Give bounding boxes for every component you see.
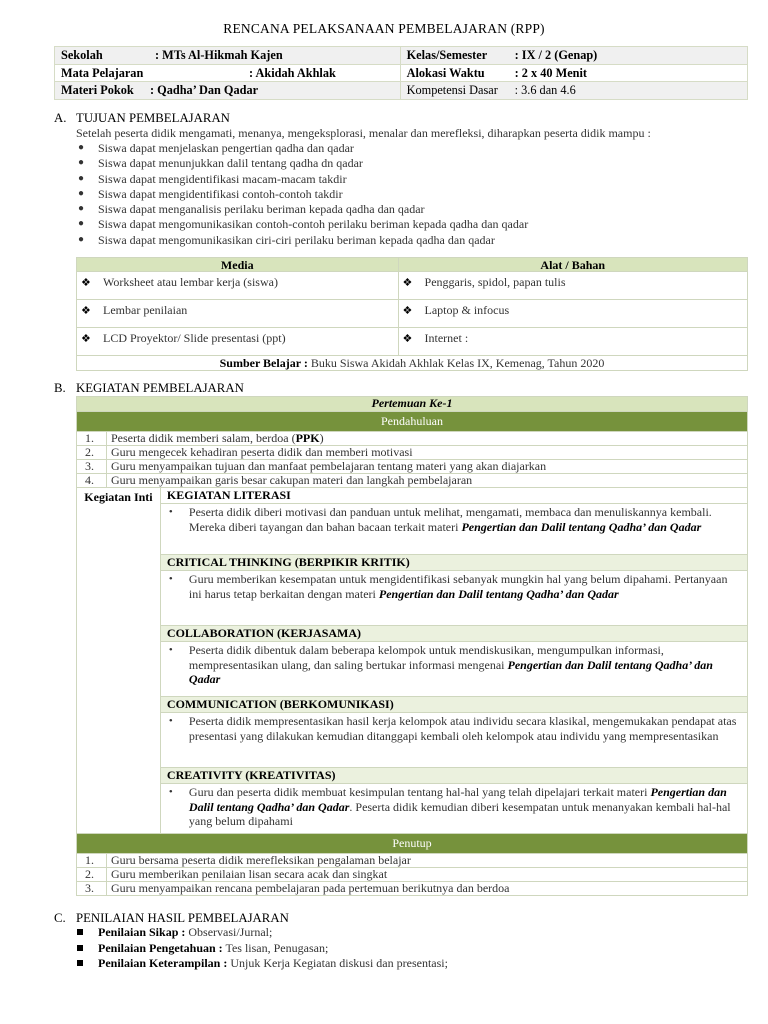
assessment-value: Unjuk Kerja Kegiatan diskusi dan presentasi;	[227, 956, 448, 970]
section-letter: A.	[54, 111, 67, 125]
identity-row	[55, 47, 748, 65]
activity-body	[160, 504, 747, 555]
activity-text-emphasis: Pengertian dan Dalil tentang Qadha’ dan Qadar	[188, 657, 713, 686]
bullet-icon: ●	[78, 233, 85, 245]
media-cell	[77, 328, 399, 356]
square-bullet-icon	[77, 945, 83, 951]
assessment-label: Penilaian Sikap :	[98, 925, 186, 939]
core-activity-row	[77, 488, 748, 504]
media-cell	[77, 300, 399, 328]
diamond-bullet-icon: ❖	[81, 305, 91, 317]
table-row	[77, 272, 748, 300]
activity-text	[167, 572, 741, 601]
topic-label: Materi Pokok	[61, 83, 134, 98]
table-row	[77, 460, 748, 474]
identity-row	[55, 64, 748, 82]
list-item	[76, 925, 448, 941]
activity-text-part: Peserta didik dibentuk dalam beberapa kelompok untuk mendiskusikan, mengumpulkan informasi, mempresentasikan ulang, dan saling bertukar informasi mengenai	[188, 643, 664, 672]
phase-row	[77, 833, 748, 853]
bullet-icon: ●	[78, 218, 85, 230]
diamond-bullet-icon: ❖	[402, 333, 413, 345]
section-title: TUJUAN PEMBELAJARAN	[76, 111, 230, 125]
step-text: Guru bersama peserta didik merefleksikan pengalaman belajar	[106, 853, 747, 867]
identity-table	[54, 46, 748, 100]
list-item	[76, 156, 528, 171]
competency-cell	[400, 82, 747, 100]
table-row	[77, 356, 748, 371]
objective-text: Siswa dapat mengomunikasikan ciri-ciri perilaku beriman kepada qadha dan qadar	[98, 232, 495, 247]
step-text-part: )	[319, 431, 324, 445]
media-text: Worksheet atau lembar kerja (siswa)	[103, 275, 278, 289]
step-number: 3.	[77, 460, 107, 474]
step-text: Guru menyampaikan rencana pembelajaran pada pertemuan berikutnya dan berdoa	[106, 881, 747, 895]
meeting-title: Pertemuan Ke-1	[77, 397, 748, 412]
table-row	[77, 300, 748, 328]
tools-cell	[398, 272, 747, 300]
diamond-bullet-icon: ❖	[402, 305, 413, 317]
bullet-icon: •	[168, 786, 173, 798]
objective-text: Siswa dapat mengidentifikasi macam-macam takdir	[98, 171, 347, 186]
time-label: Alokasi Waktu	[406, 65, 485, 80]
diamond-bullet-icon: ❖	[402, 277, 413, 289]
section-b-heading	[54, 381, 244, 395]
section-letter: C.	[54, 911, 66, 925]
step-text-bold: PPK	[295, 431, 320, 445]
school-label: Sekolah	[61, 48, 103, 63]
step-number: 2.	[77, 446, 107, 460]
objective-text: Siswa dapat mengomunikasikan contoh-contoh perilaku beriman kepada qadha dan qadar	[98, 217, 529, 232]
school-cell	[55, 47, 401, 65]
time-value: : 2 x 40 Menit	[514, 65, 588, 80]
activity-heading: CREATIVITY (KREATIVITAS)	[160, 768, 747, 784]
bullet-icon: ●	[78, 203, 85, 215]
section-title: PENILAIAN HASIL PEMBELAJARAN	[76, 911, 289, 925]
phase-row	[77, 412, 748, 432]
section-c-heading	[54, 911, 289, 925]
bullet-icon: •	[168, 506, 173, 518]
topic-cell	[55, 82, 401, 100]
step-number: 3.	[77, 881, 107, 895]
list-item	[76, 217, 528, 232]
table-header-row	[77, 258, 748, 272]
activity-heading: COMMUNICATION (BERKOMUNIKASI)	[160, 697, 747, 713]
subject-cell	[55, 64, 401, 82]
table-row	[77, 446, 748, 460]
step-text: Guru menyampaikan tujuan dan manfaat pembelajaran tentang materi yang akan diajarkan	[106, 460, 747, 474]
bullet-icon: •	[168, 715, 173, 727]
tools-cell	[398, 328, 747, 356]
core-activity-row	[77, 784, 748, 834]
assessment-label: Penilaian Keterampilan :	[98, 956, 228, 970]
activity-text-emphasis: Pengertian dan Dalil tentang Qadha’ dan Qadar	[378, 586, 619, 601]
core-activity-row	[77, 504, 748, 555]
subject-value: : Akidah Akhlak	[249, 65, 336, 80]
list-item	[76, 141, 528, 156]
bullet-icon: ●	[78, 172, 85, 184]
activity-body	[160, 713, 747, 768]
media-text: LCD Proyektor/ Slide presentasi (ppt)	[103, 331, 286, 345]
assessment-value: Observasi/Jurnal;	[185, 925, 273, 939]
identity-row	[55, 82, 748, 100]
section-title: KEGIATAN PEMBELAJARAN	[76, 381, 244, 395]
bullet-icon: ●	[78, 187, 85, 199]
activity-text: Peserta didik mempresentasikan hasil kerja kelompok atau individu secara klasikal, mengemukakan pendapat atas presentasi yang dilakukan kemudian ditanggapi kembali oleh kelompok atau individu yang mempresentasikan	[188, 714, 737, 743]
tools-text: Penggaris, spidol, papan tulis	[424, 275, 566, 289]
bullet-icon: •	[168, 573, 173, 585]
list-item	[76, 187, 528, 202]
core-activity-row	[77, 768, 748, 784]
step-number: 1.	[77, 853, 107, 867]
list-item	[76, 233, 528, 248]
section-letter: B.	[54, 381, 66, 395]
bullet-icon: ●	[78, 157, 85, 169]
activity-text-part: . Peserta didik kemudian diberi kesempatan untuk menanyakan kembali hal-hal yang belum dipahami	[188, 799, 731, 828]
step-number: 2.	[77, 867, 107, 881]
tools-text: Laptop & infocus	[424, 303, 510, 317]
list-item	[76, 956, 448, 972]
table-row	[77, 328, 748, 356]
list-item	[76, 172, 528, 187]
bullet-icon: ●	[78, 142, 85, 153]
competency-label: Kompetensi Dasar	[406, 83, 498, 98]
class-cell	[400, 47, 747, 65]
table-row	[77, 474, 748, 488]
section-a-heading	[54, 111, 230, 125]
media-cell	[77, 272, 399, 300]
objectives-list	[76, 141, 528, 248]
table-row	[77, 881, 748, 895]
step-text-part: Peserta didik memberi salam, berdoa (	[110, 431, 296, 445]
activity-body	[160, 642, 747, 697]
activity-text-part: Peserta didik diberi motivasi dan panduan untuk melihat, mengamati, membaca dan menuliskannya kembali. Mereka diberi tayangan dan bahan bacaan terkait materi	[188, 505, 712, 534]
table-row	[77, 853, 748, 867]
competency-value: : 3.6 dan 4.6	[514, 83, 576, 98]
core-activity-row	[77, 555, 748, 571]
learning-source-cell	[77, 356, 748, 371]
activity-text-part: Guru memberikan kesempatan untuk mengidentifikasi sebanyak mungkin hal yang belum dipahami. Pertanyaan ini harus tetap berkaitan dengan materi	[188, 572, 728, 601]
activity-text	[167, 505, 741, 534]
learning-source-label: Sumber Belajar :	[219, 356, 308, 370]
activity-heading: CRITICAL THINKING (BERPIKIR KRITIK)	[160, 555, 747, 571]
square-bullet-icon	[77, 929, 83, 935]
school-value: : MTs Al-Hikmah Kajen	[155, 48, 283, 63]
document-title: RENCANA PELAKSANAAN PEMBELAJARAN (RPP)	[223, 21, 545, 36]
activity-text-emphasis: Pengertian dan Dalil tentang Qadha’ dan Qadar	[188, 785, 727, 814]
assessment-list	[76, 925, 448, 972]
square-bullet-icon	[77, 960, 83, 966]
bullet-icon: •	[168, 644, 173, 656]
table-row	[77, 432, 748, 446]
class-label: Kelas/Semester	[406, 48, 488, 63]
activity-text	[167, 643, 741, 687]
closing-phase-header: Penutup	[77, 833, 748, 853]
core-activity-row	[77, 571, 748, 626]
step-text: Guru memberikan penilaian lisan secara acak dan singkat	[106, 867, 747, 881]
list-item	[76, 941, 448, 957]
list-item	[76, 202, 528, 217]
core-activity-row	[77, 713, 748, 768]
tools-text: Internet :	[424, 331, 469, 345]
objective-text: Siswa dapat menjelaskan pengertian qadha dan qadar	[98, 141, 354, 155]
assessment-value: Tes lisan, Penugasan;	[222, 940, 329, 955]
media-text: Lembar penilaian	[103, 303, 188, 317]
core-activity-row	[77, 642, 748, 697]
core-activity-label: Kegiatan Inti	[77, 488, 161, 834]
topic-value: : Qadha’ Dan Qadar	[150, 83, 259, 98]
meeting-row	[77, 397, 748, 412]
activity-text-emphasis: Pengertian dan Dalil tentang Qadha’ dan Qadar	[461, 519, 702, 534]
activity-heading: COLLABORATION (KERJASAMA)	[160, 626, 747, 642]
assessment-label: Penilaian Pengetahuan :	[98, 940, 223, 955]
objectives-intro: Setelah peserta didik mengamati, menanya, mengeksplorasi, menalar dan merefleksi, diharapkan peserta didik mampu :	[76, 126, 651, 140]
objective-text: Siswa dapat menganalisis perilaku beriman kepada qadha dan qadar	[98, 202, 425, 217]
media-table	[76, 257, 748, 371]
media-header: Media	[77, 258, 399, 272]
activity-body	[160, 784, 747, 834]
tools-cell	[398, 300, 747, 328]
core-activity-row	[77, 626, 748, 642]
learning-source-value: Buku Siswa Akidah Akhlak Kelas IX, Kemenag, Tahun 2020	[307, 356, 605, 370]
time-cell	[400, 64, 747, 82]
subject-label: Mata Pelajaran	[61, 65, 144, 80]
step-number: 1.	[77, 432, 107, 446]
step-number: 4.	[77, 474, 107, 488]
activity-text	[167, 785, 741, 829]
tools-header: Alat / Bahan	[398, 258, 747, 272]
opening-phase-header: Pendahuluan	[77, 412, 748, 432]
activity-body	[160, 571, 747, 626]
step-text	[106, 432, 747, 446]
objective-text: Siswa dapat menunjukkan dalil tentang qadha dn qadar	[98, 156, 363, 171]
step-text: Guru menyampaikan garis besar cakupan materi dan langkah pembelajaran	[106, 474, 747, 488]
activity-text-part: Guru dan peserta didik membuat kesimpulan tentang hal-hal yang telah dipelajari terkait materi	[188, 785, 651, 799]
objective-text: Siswa dapat mengidentifikasi contoh-contoh takdir	[98, 186, 343, 201]
core-activity-row	[77, 697, 748, 713]
activity-heading: KEGIATAN LITERASI	[160, 488, 747, 504]
diamond-bullet-icon: ❖	[81, 333, 91, 345]
diamond-bullet-icon: ❖	[81, 277, 91, 289]
table-row	[77, 867, 748, 881]
activities-table	[76, 396, 748, 896]
class-value: : IX / 2 (Genap)	[514, 48, 598, 63]
step-text: Guru mengecek kehadiran peserta didik dan memberi motivasi	[106, 446, 747, 460]
